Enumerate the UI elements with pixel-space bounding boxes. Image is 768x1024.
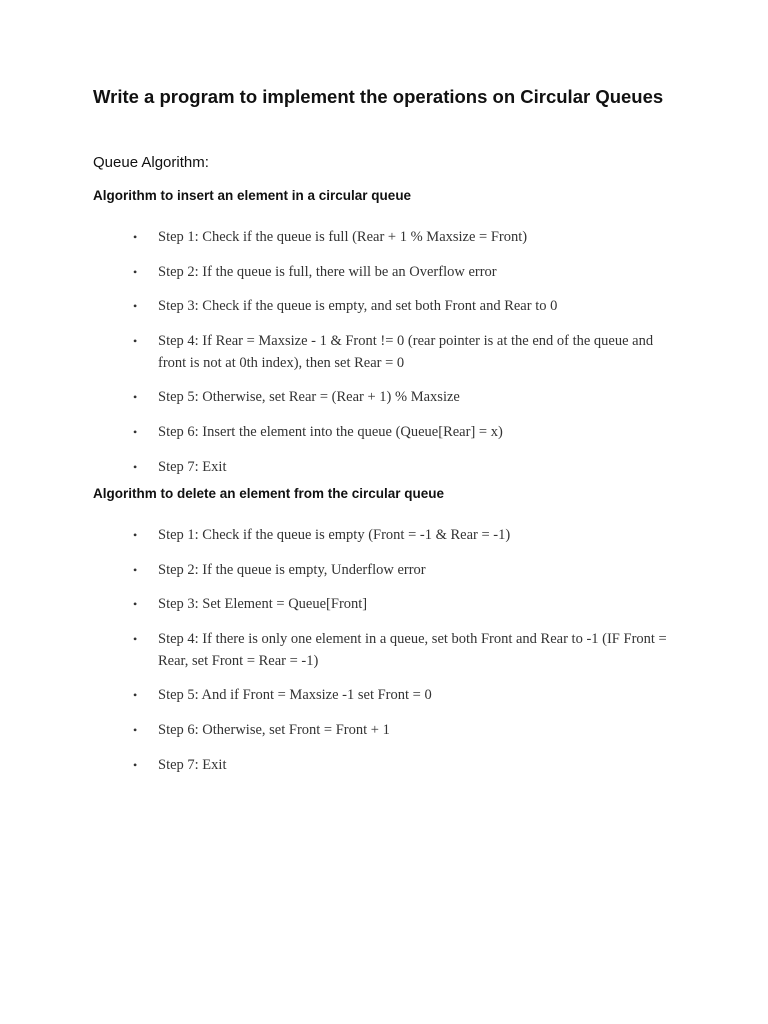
step-text: Step 5: Otherwise, set Rear = (Rear + 1) % Maxsize [158,389,460,406]
list-item [133,628,673,672]
bullet-icon: • [133,688,138,703]
step-text: Step 4: If there is only one element in a queue, set both Front and Rear to -1 (IF Front = Rear, set Front = Rear = -1) [158,630,667,669]
bullet-icon: • [133,631,138,646]
bullet-icon: • [133,597,138,612]
step-text: Step 1: Check if the queue is full (Rear + 1 % Maxsize = Front) [158,229,528,245]
list-item [133,524,673,546]
bullet-icon: • [133,459,138,474]
bullet-icon: • [133,757,138,772]
bullet-icon: • [133,424,138,439]
step-text: Step 7: Exit [158,458,227,475]
bullet-icon: • [133,390,138,405]
list-item [133,330,673,374]
list-item [133,456,673,478]
step-text: Step 7: Exit [158,756,227,773]
queue-algorithm-subtitle: Queue Algorithm: [93,154,209,171]
step-text: Step 6: Otherwise, set Front = Front + 1 [158,721,390,738]
list-item [133,421,673,443]
step-text: Step 6: Insert the element into the queue (Queue[Rear] = x) [158,423,503,440]
list-item [133,386,673,408]
delete-steps-list [133,524,673,788]
list-item [133,719,673,741]
list-item [133,295,673,317]
bullet-icon: • [133,299,138,314]
bullet-icon: • [133,722,138,737]
list-item [133,559,673,581]
step-text: Step 3: Set Element = Queue[Front] [158,596,368,613]
bullet-icon: • [133,230,138,244]
list-item [133,226,673,248]
list-item [133,593,673,615]
bullet-icon: • [133,333,138,348]
list-item [133,754,673,776]
step-text: Step 2: If the queue is full, there will be an Overflow error [158,263,497,280]
bullet-icon: • [133,562,138,577]
bullet-icon: • [133,264,138,279]
step-text: Step 2: If the queue is empty, Underflow error [158,561,426,578]
step-text: Step 4: If Rear = Maxsize - 1 & Front != 0 (rear pointer is at the end of the queue and front is not at 0th index), then set Rear = 0 [158,332,654,371]
document-title: Write a program to implement the operations on Circular Queues [93,86,664,107]
step-text: Step 3: Check if the queue is empty, and set both Front and Rear to 0 [158,298,558,315]
insert-algorithm-heading: Algorithm to insert an element in a circular queue [93,188,412,203]
list-item [133,684,673,706]
bullet-icon: • [133,528,138,542]
step-text: Step 1: Check if the queue is empty (Front = -1 & Rear = -1) [158,527,511,543]
step-text: Step 5: And if Front = Maxsize -1 set Front = 0 [158,687,432,704]
insert-steps-list [133,226,673,490]
list-item [133,261,673,283]
delete-algorithm-heading: Algorithm to delete an element from the circular queue [93,486,445,501]
